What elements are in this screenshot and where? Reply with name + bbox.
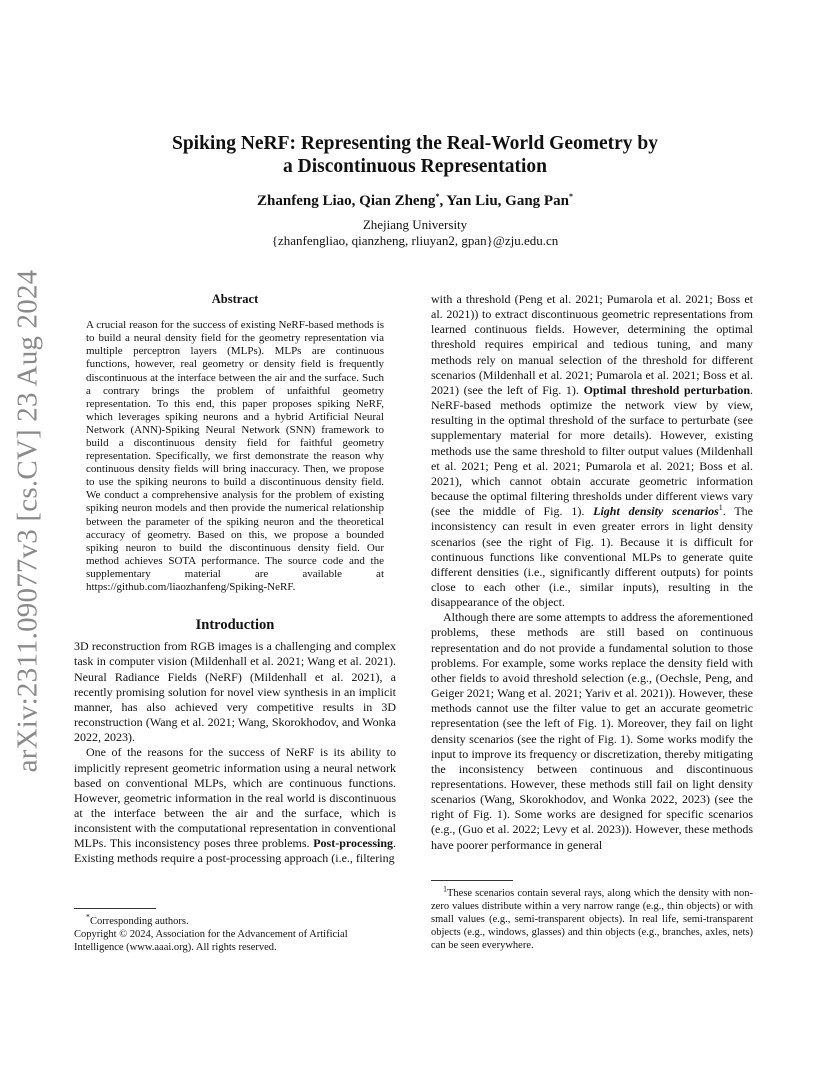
introduction-heading: Introduction: [195, 617, 275, 634]
affiliation: Zhejiang University: [362, 217, 468, 232]
arxiv-identifier: [10, 269, 46, 772]
corresponding-mark-2: *: [568, 192, 573, 201]
right-p1-text-b: . NeRF-based methods optimize the network view by view, resulting in the optimal threshold of the surface to perturbate (see supplementary material for more details). However, existing methods use the same threshold to filter output values (Mildenhall et al. 2021; Peng et al. 2021; Pumarola et al. 2021; Boss et al. 2021), which cannot obtain accurate geometric information because the optimal filtering thresholds under different views vary (see the middle of Fig. 1).: [431, 382, 753, 519]
intro-paragraph-1: 3D reconstruction from RGB images is a challenging and complex task in computer vision (Mildenhall et al. 2021; Wang et al. 2021). Neural Radiance Fields (NeRF) (Mildenhall et al. 2021), a recently promising solution for novel view synthesis in an implicit manner, has also achieved very competitive results in 3D reconstruction (Wang et al. 2021; Wang, Skorokhodov, and Wonka 2022, 2023).: [74, 639, 396, 745]
scenario-footnote-text: These scenarios contain several rays, along which the density with non-zero values distribute within a very narrow range (e.g., thin objects) or with small values (e.g., semi-transparent objects). In real life, semi-transparent objects (e.g., windows, glasses) and thin objects (e.g., branches, axles, nets) can be seen everywhere.: [431, 888, 753, 951]
authors-part-1: Zhanfeng Liao, Qian Zheng: [257, 193, 436, 209]
footnote-ref-1: 1: [718, 503, 723, 513]
copyright-notice: Copyright © 2024, Association for the Advancement of Artificial Intelligence (www.aaai.org). All rights reserved.: [74, 929, 348, 953]
right-paragraph-2: Although there are some attempts to address the aforementioned problems, these methods are still based on continuous representation and do not provide a fundamental solution to those problems. For example, some works replace the density field with other fields to avoid threshold selection (e.g., (Oechsle, Peng, and Geiger 2021; Wang et al. 2021; Yariv et al. 2021)). However, these methods cannot use the filter value to get an accurate geometric representation (see the left of Fig. 1). Moreover, they fail on light density scenarios (see the right of Fig. 1). Some works modify the input to improve its frequency or discretization, thereby mitigating the inconsistency between continuous and discontinuous representations. However, these methods still fail on light density scenarios (Wang, Skorokhodov, and Wonka 2022, 2023) (see the right of Fig. 1). Some works are designed for specific scenarios (e.g., (Guo et al. 2022; Levy et al. 2023)). However, these methods have poorer performance in general: [431, 610, 753, 852]
right-p1-text-a: with a threshold (Peng et al. 2021; Pumarola et al. 2021; Boss et al. 2021)) to extract discontinuous geometric representations from learned continuous fields. However, determining the optimal threshold requires empirical and tedious tuning, and many methods rely on manual selection of the threshold for different scenarios (Mildenhall et al. 2021; Pumarola et al. 2021; Boss et al. 2021) (see the left of Fig. 1).: [431, 292, 753, 397]
left-column: [74, 292, 396, 867]
footnote-mark: *: [86, 912, 90, 922]
title-line-2: a Discontinuous Representation: [282, 156, 547, 177]
light-density-term: Light density scenarios: [593, 504, 719, 519]
optimal-threshold-term: Optimal threshold perturbation: [583, 382, 750, 397]
right-column: [431, 292, 753, 853]
affiliation-block: [110, 217, 720, 249]
title-line-1: Spiking NeRF: Representing the Real-World Geometry by: [171, 133, 659, 154]
left-footnotes: [74, 908, 396, 954]
post-processing-term: Post-processing: [313, 836, 393, 851]
intro-p2-text-a: One of the reasons for the success of NeRF is its ability to implicitly represent geometric information using a neural network based on conventional MLPs, which are continuous functions. However, geometric information in the real world is discontinuous at the interface between the air and the surface, which is inconsistent with the computational representation in conventional MLPs. This inconsistency poses three problems.: [74, 745, 396, 851]
footnote-text: Corresponding authors.: [90, 916, 189, 927]
right-paragraph-1: [431, 292, 753, 610]
corresponding-footnote: [74, 912, 396, 928]
intro-paragraph-2: [74, 745, 396, 866]
footnote-rule-right: [431, 880, 513, 881]
intro-p2-text-b: . Existing methods require a post-processing approach (i.e., filtering: [74, 836, 396, 866]
abstract-heading: Abstract: [211, 292, 259, 306]
abstract-text: A crucial reason for the success of existing NeRF-based methods is to build a neural density field for the geometry representation via multiple perceptron layers (MLPs). MLPs are continuous functions, however, real geometry or density field is frequently discontinuous at the interface between the air and the surface. Such a contrary brings the problem of unfaithful geometry representation. To this end, this paper proposes spiking NeRF, which leverages spiking neurons and a hybrid Artificial Neural Network (ANN)-Spiking Neural Network (SNN) framework to build a discontinuous density field for faithful geometry representation. Specifically, we first demonstrate the reason why continuous density fields will bring inaccuracy. Then, we propose to use the spiking neurons to build a discontinuous density field. We conduct a comprehensive analysis for the problem of existing spiking neuron models and then provide the numerical relationship between the parameter of the spiking neuron and the theoretical accuracy of geometry. Based on this, we propose a bounded spiking neuron to build the discontinuous density field. Our method achieves SOTA performance. The source code and the supplementary material are available at https://github.com/liaozhanfeng/Spiking-NeRF.: [86, 319, 384, 594]
right-p1-text-c: . The inconsistency can result in even greater errors in light density scenarios (see the right of Fig. 1). Because it is difficult for continuous functions like conventional MLPs to generate quite different densities (i.e., significantly different outputs) for points close to each other (i.e., similar inputs), resulting in the disappearance of the object.: [431, 504, 753, 610]
right-footnotes: [431, 880, 753, 952]
footnote-rule-left: [74, 908, 156, 909]
author-emails: {zhanfengliao, qianzheng, rliuyan2, gpan}@zju.edu.cn: [271, 233, 559, 248]
arxiv-identifier-text: arXiv:2311.09077v3 [cs.CV] 23 Aug 2024: [11, 269, 44, 772]
author-list: [110, 193, 720, 210]
scenario-footnote: [431, 884, 753, 952]
footnote-number: 1: [443, 884, 447, 894]
authors-part-2: , Yan Liu, Gang Pan: [439, 193, 569, 209]
corresponding-mark-1: *: [435, 192, 440, 201]
paper-title: [110, 132, 720, 178]
